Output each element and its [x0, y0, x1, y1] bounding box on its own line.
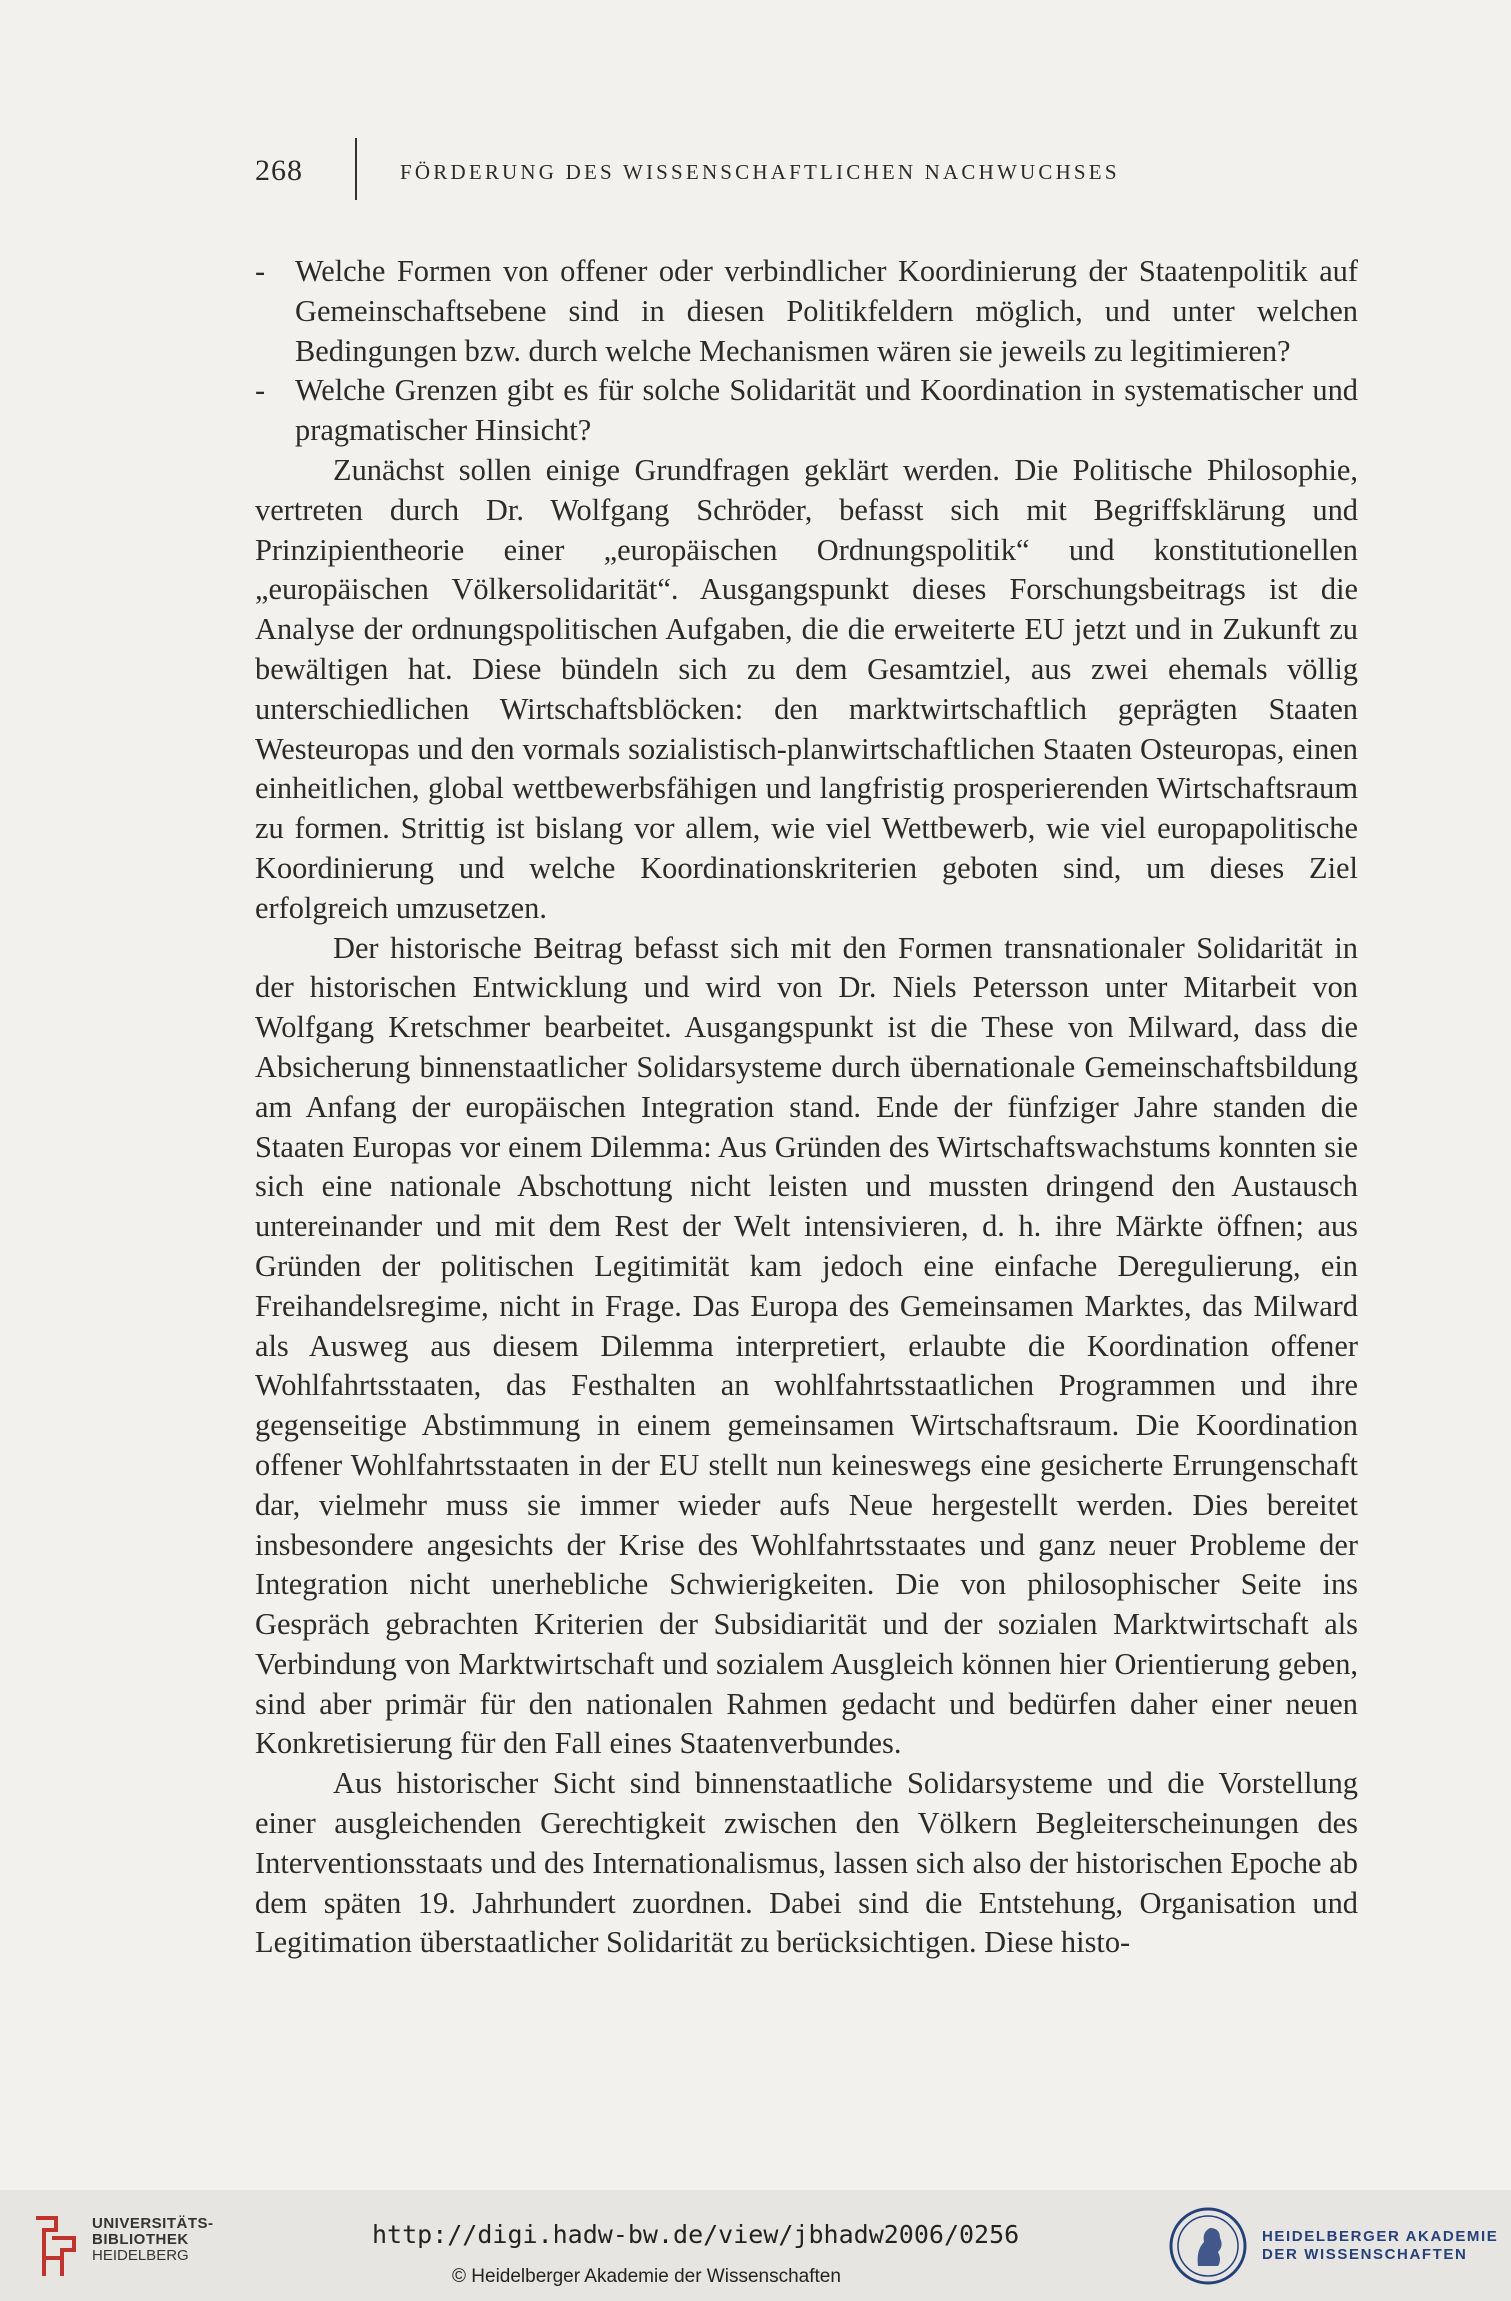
bullet-text: Welche Formen von offener oder verbindlicher Koordinierung der Staatenpolitik auf Gemeinschaftsebene sind in diesen Politikfeldern möglich, und unter welchen Bedingungen bzw. durch welche Mechanismen wären sie jeweils zu legitimieren?: [295, 254, 1358, 368]
paragraph: Aus historischer Sicht sind binnenstaatliche Solidarsysteme und die Vorstellung einer ausgleichenden Gerechtigkeit zwischen den Völkern Begleiterscheinungen des Interventionsstaats und des Internationalismus, lassen sich also der historischen Epoche ab dem späten 19. Jahrhundert zuordnen. Dabei sind die Entstehung, Organisation und Legitimation überstaatlicher Solidarität zu berücksichtigen. Diese histo-: [255, 1766, 1358, 1960]
running-header: [255, 150, 1355, 200]
akademie-seal-icon[interactable]: [1168, 2206, 1248, 2286]
bullet-dash: -: [255, 254, 266, 288]
paragraph: Der historische Beitrag befasst sich mit den Formen transnationaler Solidarität in der historischen Entwicklung und wird von Dr. Niels Petersson unter Mitarbeit von Wolfgang Kretschmer bearbeitet. Ausgangspunkt ist die These von Milward, dass die Absicherung binnenstaatlicher Solidarsysteme durch übernationale Gemeinschaftsbildung am Anfang der europäischen Integration stand. Ende der fünfziger Jahre standen die Staaten Europas vor einem Dilemma: Aus Gründen des Wirtschaftswachstums konnten sie sich eine nationale Abschottung nicht leisten und mussten dringend den Austausch untereinander und mit dem Rest der Welt intensivieren, d. h. ihre Märkte öffnen; aus Gründen der politischen Legitimität kam jedoch eine einfache Deregulierung, ein Freihandelsregime, nicht in Frage. Das Europa des Gemeinsamen Marktes, das Milward als Ausweg aus diesem Dilemma interpretiert, erlaubte die Koordination offener Wohlfahrtsstaaten, das Festhalten an wohlfahrtsstaatlichen Programmen und ihre gegenseitige Abstimmung in einem gemeinsamen Wirtschaftsraum. Die Koordination offener Wohlfahrtsstaaten in der EU stellt nun keineswegs eine gesicherte Errungenschaft dar, vielmehr muss sie immer wieder aufs Neue hergestellt werden. Dies bereitet insbesondere angesichts der Krise des Wohlfahrtsstaates und ganz neuer Probleme der Integration nicht unerhebliche Schwierigkeiten. Die von philosophischer Seite ins Gespräch gebrachten Kriterien der Subsidiarität und der sozialen Marktwirtschaft als Verbindung von Marktwirtschaft und sozialem Ausgleich können hier Orientierung geben, sind aber primär für den nationalen Rahmen gedacht und bedürfen daher einer neuen Konkretisierung für den Fall eines Staatenverbundes.: [255, 930, 1358, 1761]
bullet-dash: -: [255, 373, 266, 408]
paragraph: Zunächst sollen einige Grundfragen geklärt werden. Die Politische Philosophie, vertreten durch Dr. Wolfgang Schröder, befasst sich mit Begriffsklärung und Prinzipientheorie einer „europäischen Ordnungspolitik“ und konstitutionellen „europäischen Völkersolidarität“. Ausgangspunkt dieses Forschungsbeitrags ist die Analyse der ordnungspolitischen Aufgaben, die die erweiterte EU jetzt und in Zukunft zu bewältigen hat. Diese bündeln sich zu dem Gesamtziel, aus zwei ehemals völlig unterschiedlichen Wirtschaftsblöcken: den marktwirtschaftlich geprägten Staaten Westeuropas und den vormals sozialistisch-planwirtschaftlichen Staaten Osteuropas, einen einheitlichen, global wettbewerbsfähigen und langfristig prosperierenden Wirtschaftsraum zu formen. Strittig ist bislang vor allem, wie viel Wettbewerb, wie viel europapolitische Koordinierung und welche Koordinationskriterien geboten sind, um dieses Ziel erfolgreich umzusetzen.: [255, 452, 1358, 925]
page-number: 268: [255, 154, 303, 187]
ub-line: BIBLIOTHEK: [92, 2231, 189, 2248]
bullet-text: Welche Grenzen gibt es für solche Solidarität und Koordination in systematischer und pragmatischer Hinsicht?: [295, 373, 1358, 448]
hadw-line: DER WISSENSCHAFTEN: [1262, 2246, 1468, 2263]
copyright-notice: © Heidelberger Akademie der Wissenschaften: [452, 2266, 841, 2287]
running-title: FÖRDERUNG DES WISSENSCHAFTLICHEN NACHWUCHSES: [400, 160, 1120, 184]
ub-line: HEIDELBERG: [92, 2247, 189, 2264]
digitization-footer: [0, 2190, 1511, 2301]
header-divider: [355, 138, 357, 200]
permalink-url[interactable]: http://digi.hadw-bw.de/view/jbhadw2006/0256: [372, 2220, 1020, 2249]
body-text: [255, 252, 1358, 1963]
ub-line: UNIVERSITÄTS-: [92, 2215, 214, 2232]
bullet-item: [255, 252, 1358, 371]
universitaetsbibliothek-logo-icon[interactable]: [30, 2210, 82, 2282]
hadw-wordmark[interactable]: [1262, 2228, 1498, 2264]
ub-wordmark[interactable]: [92, 2216, 214, 2264]
hadw-line: HEIDELBERGER AKADEMIE: [1262, 2228, 1499, 2245]
bullet-item: [255, 371, 1358, 451]
